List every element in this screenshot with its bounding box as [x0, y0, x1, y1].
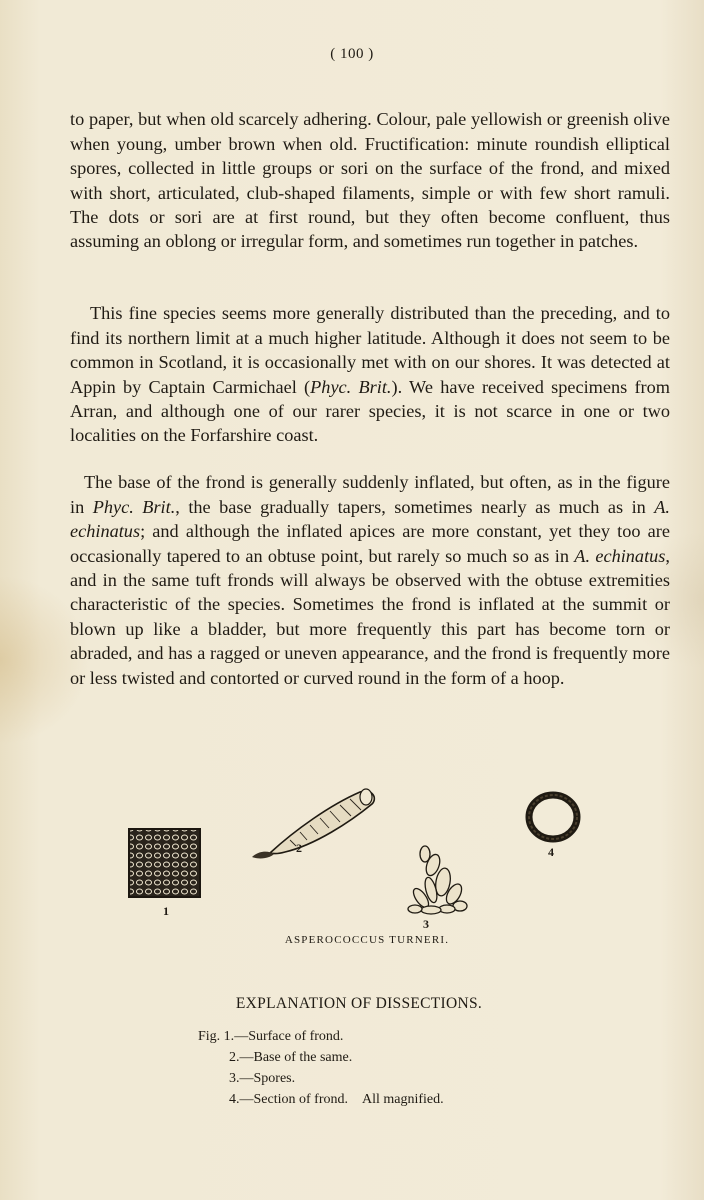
explanation-heading: EXPLANATION OF DISSECTIONS.	[235, 995, 483, 1012]
explanation-item-1	[198, 1026, 444, 1047]
paragraph-2-part-2: ). We have received specimens from Arran, and although one of our rarer species, it is not scarce in one or two localities on the Forfarshire coast.	[70, 376, 671, 446]
figure-2-base-drawing	[252, 789, 374, 858]
dissection-drawings	[0, 770, 704, 950]
paragraph-3-text	[70, 470, 670, 690]
paragraph-1-text: to paper, but when old scarcely adhering. Colour, pale yellowish or greenish olive when young, umber brown when old. Fructification: minute roundish elliptical spores, collected in little groups or sori on the surface of the frond, and mixed with short, articulated, club-shaped filaments, simple or with few short ramuli. The dots or sori are at first round, but they often become confluent, thus assuming an oblong or irregular form, and sometimes run together in patches.	[70, 109, 670, 252]
figure-caption: ASPEROCOCCUS TURNERI.	[284, 934, 450, 946]
page-number: ( 100 )	[330, 46, 374, 62]
explanation-item-4-text: —Section of frond.	[239, 1092, 348, 1107]
figure-label-1: 1	[163, 904, 169, 918]
paragraph-3	[70, 452, 670, 708]
explanation-item-4-prefix: 4.	[229, 1092, 240, 1107]
explanation-item-4	[198, 1089, 444, 1110]
explanation-item-3-prefix: 3.	[229, 1071, 240, 1086]
paragraph-3-italic-1: Phyc. Brit.	[92, 496, 176, 517]
paragraph-3-part-4: , and in the same tuft fronds will always be observed with the obtuse extremities characteristic of the species. Sometimes the frond is inflated at the summit or blown up like a bladder, but more frequently this part has become torn or abraded, and has a ragged or uneven appearance, and the frond is frequently more or less twisted and contorted or curved round in the form of a hoop.	[70, 545, 670, 688]
explanation-item-2-prefix: 2.	[229, 1050, 240, 1065]
figure-1-surface-drawing	[129, 829, 200, 897]
paragraph-3-italic-3: A. echinatus	[574, 545, 666, 566]
explanation-item-2-text: —Base of the same.	[239, 1050, 353, 1065]
explanation-item-3	[198, 1068, 444, 1089]
paragraph-2	[70, 283, 670, 466]
figure-3-spores-drawing	[408, 846, 467, 914]
explanation-item-1-prefix: Fig. 1.	[198, 1029, 235, 1044]
magnification-note: All magnified.	[361, 1092, 444, 1107]
figure-label-3: 3	[423, 917, 429, 931]
paragraph-3-part-2: , the base gradually tapers, sometimes nearly as much as in	[175, 496, 655, 517]
paragraph-3-italic-2: A. echinatus	[70, 496, 671, 542]
paragraph-2-italic-1: Phyc. Brit.	[310, 376, 392, 397]
explanation-item-3-text: —Spores.	[239, 1071, 296, 1086]
paragraph-3-part-1: The base of the frond is generally suddenly inflated, but often, as in the figure in	[70, 472, 670, 517]
figure-label-4: 4	[548, 845, 554, 859]
explanation-item-2	[198, 1047, 444, 1068]
explanation-list	[198, 1026, 444, 1110]
paragraph-1	[70, 89, 670, 272]
figure-4-section-drawing	[529, 795, 577, 839]
botanical-illustration	[0, 770, 704, 950]
paragraph-2-text	[70, 301, 670, 447]
paragraph-2-part-1: This fine species seems more generally distributed than the preceding, and to find its northern limit at a much higher latitude. Although it does not seem to be common in Scotland, it is occasionally met with on our shores. It was detected at Appin by Captain Carmichael (	[70, 303, 670, 397]
explanation-item-1-text: —Surface of frond.	[234, 1029, 344, 1044]
figure-label-2: 2	[296, 841, 302, 855]
paragraph-3-part-3: ; and although the inflated apices are more constant, yet they too are occasionally tapered to an obtuse point, but rarely so much so as in	[70, 521, 670, 566]
